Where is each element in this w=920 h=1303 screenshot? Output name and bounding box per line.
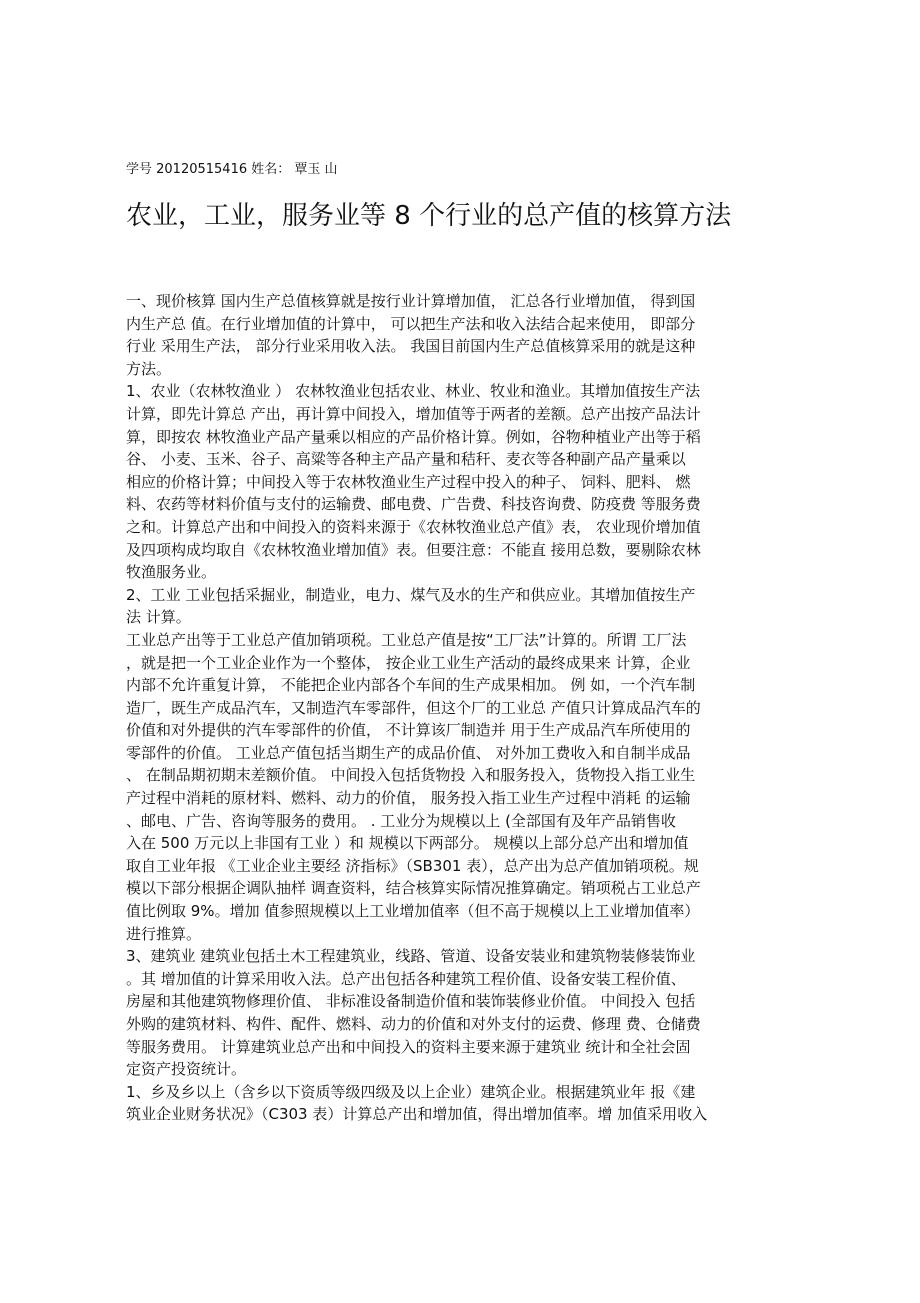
text-line: 取自工业年报 《工业企业主要经 济指标》（SB301 表），总产出为总产值加销项税。规 xyxy=(126,856,699,875)
text-line: 筑业企业财务状况》（C303 表）计算总产出和增加值，得出增加值率。增 加值采用收入 xyxy=(126,1105,708,1124)
text-line: 及四项构成均取自《农林牧渔业增加值》表。但要注意：不能直 接用总数，要剔除农林 xyxy=(126,540,701,559)
text-line: 价值和对外提供的汽车零部件的价值， 不计算该厂制造并 用于生产成品汽车所使用的 xyxy=(126,721,691,740)
text-line: 内部不允许重复计算， 不能把企业内部各个车间的生产成果相加。 例 如，一个汽车制 xyxy=(126,676,696,695)
text-line: 定资产投资统计。 xyxy=(126,1060,247,1079)
text-line: 。其 增加值的计算采用收入法。总产出包括各种建筑工程价值、设备安装工程价值、 xyxy=(126,969,686,988)
student-info: 学号 20120515416 姓名： 覃玉 山 xyxy=(126,162,338,177)
text-line: 外购的建筑材料、构件、配件、燃料、动力的价值和对外支付的运费、修理 费、仓储费 xyxy=(126,1015,701,1033)
text-line: 内生产总 值。在行业增加值的计算中， 可以把生产法和收入法结合起来使用， 即部分 xyxy=(126,314,696,333)
text-line: 进行推算。 xyxy=(126,924,202,943)
text-line: 2、工业 工业包括采掘业，制造业，电力、煤气及水的生产和供应业。其增加值按生产 xyxy=(126,585,696,604)
text-line: 3、建筑业 建筑业包括土木工程建筑业，线路、管道、设备安装业和建筑物装修装饰业 xyxy=(126,947,696,966)
text-line: 谷、 小麦、玉米、谷子、高粱等各种主产品产量和秸秆、麦衣等各种副产品产量乘以 xyxy=(126,450,686,469)
text-line: 之和。计算总产出和中间投入的资料来源于《农林牧渔业总产值》表， 农业现价增加值 xyxy=(126,517,701,536)
text-line: 算，即按农 林牧渔业产品产量乘以相应的产品价格计算。例如，谷物种植业产出等于稻 xyxy=(126,427,701,446)
text-line: 零部件的价值。 工业总产值包括当期生产的成品价值、 对外加工费收入和自制半成品 xyxy=(126,743,691,762)
text-line: 造厂，既生产成品汽车，又制造汽车零部件，但这个厂的工业总 产值只计算成品汽车的 xyxy=(126,698,701,717)
text-line: 一、现价核算 国内生产总值核算就是按行业计算增加值， 汇总各行业增加值， 得到国 xyxy=(126,292,696,310)
text-line: 法 计算。 xyxy=(126,608,191,627)
text-line: 值比例取 9%。增加 值参照规模以上工业增加值率（但不高于规模以上工业增加值率） xyxy=(126,902,700,921)
document-title: 农业，工业，服务业等 8 个行业的总产值的核算方法 xyxy=(126,201,732,231)
text-line: 方法。 xyxy=(126,359,172,378)
text-line: 行业 采用生产法， 部分行业采用收入法。 我国目前国内生产总值核算采用的就是这种 xyxy=(126,337,696,356)
text-line: 1、农业（农林牧渔业 ） 农林牧渔业包括农业、林业、牧业和渔业。其增加值按生产法 xyxy=(126,382,701,401)
text-line: 计算，即先计算总 产出，再计算中间投入，增加值等于两者的差额。总产出按产品法计 xyxy=(126,404,701,423)
text-line: 牧渔服务业。 xyxy=(126,563,217,582)
text-line: 、邮电、广告、咨询等服务的费用。 . 工业分为规模以上 (全部国有及年产品销售收 xyxy=(126,811,676,830)
document-body xyxy=(126,290,798,1126)
text-line: 料、农药等材料价值与支付的运输费、邮电费、广告费、科技咨询费、防疫费 等服务费 xyxy=(126,495,701,514)
text-line: ，就是把一个工业企业作为一个整体， 按企业工业生产活动的最终成果来 计算，企业 xyxy=(126,653,691,672)
text-line: 入在 500 万元以上非国有工业 ）和 规模以下两部分。 规模以上部分总产出和增加值 xyxy=(126,834,689,853)
text-line: 产过程中消耗的原材料、燃料、动力的价值， 服务投入指工业生产过程中消耗 的运输 xyxy=(126,789,691,808)
text-line: 工业总产出等于工业总产值加销项税。工业总产值是按“工厂法”计算的。所谓 工厂法 xyxy=(126,630,687,649)
text-line: 房屋和其他建筑物修理价值、 非标准设备制造价值和装饰装修业价值。 中间投入 包括 xyxy=(126,992,696,1011)
text-line: 相应的价格计算；中间投入等于农林牧渔业生产过程中投入的种子、 饲料、肥料、 燃 xyxy=(126,472,691,491)
text-line: 、 在制品期初期末差额价值。 中间投入包括货物投 入和服务投入，货物投入指工业生 xyxy=(126,766,696,785)
text-line: 1、乡及乡以上（含乡以下资质等级四级及以上企业）建筑企业。根据建筑业年 报《建 xyxy=(126,1082,696,1101)
text-line: 模以下部分根据企调队抽样 调查资料，结合核算实际情况推算确定。销项税占工业总产 xyxy=(126,879,701,898)
text-line: 等服务费用。 计算建筑业总产出和中间投入的资料主要来源于建筑业 统计和全社会固 xyxy=(126,1037,691,1056)
